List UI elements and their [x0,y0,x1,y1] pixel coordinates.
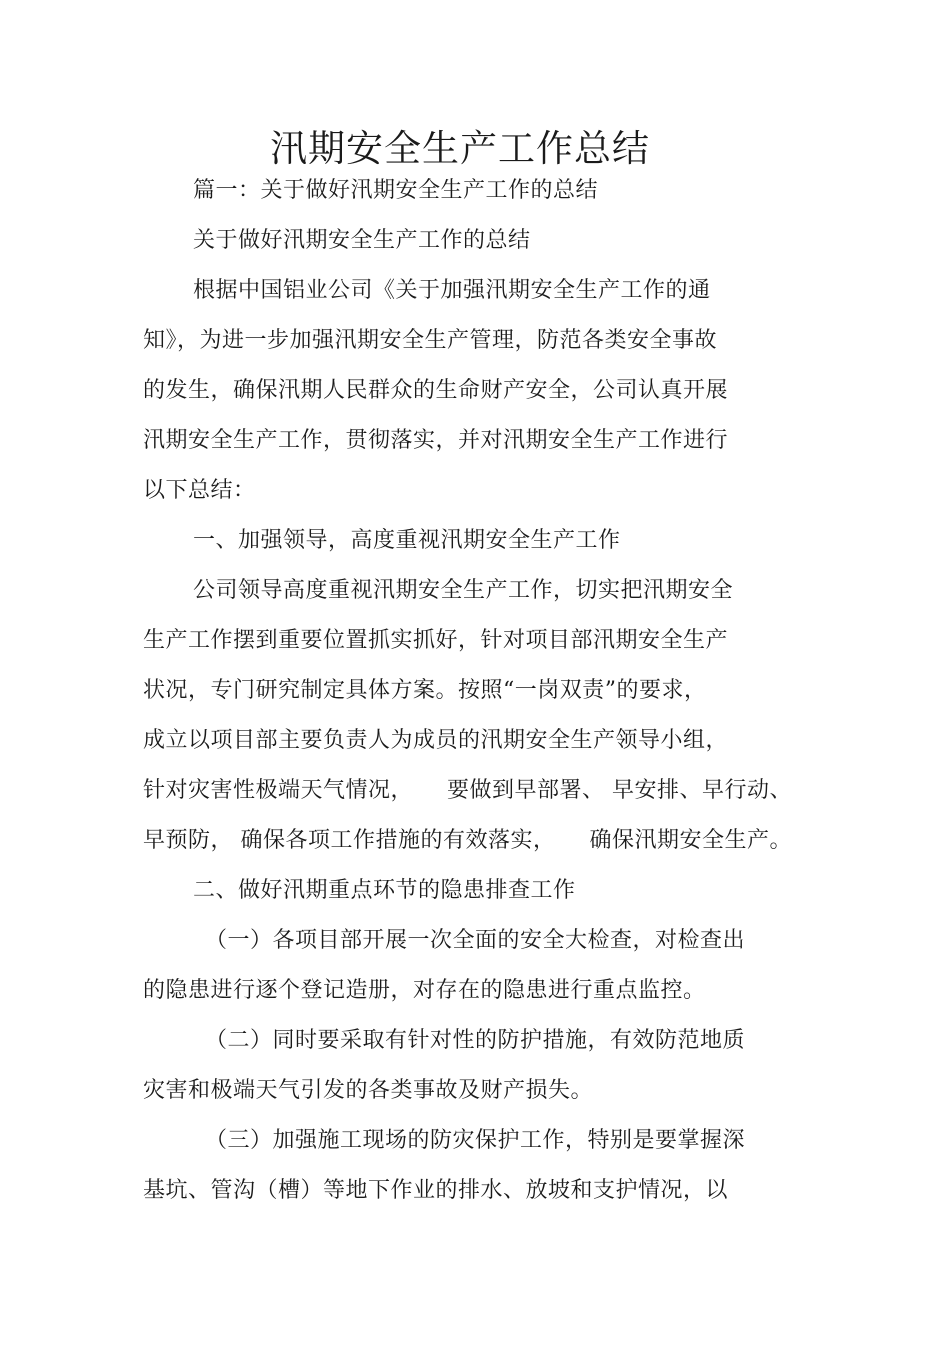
paragraph-line: 生产工作摆到重要位置抓实抓好，针对项目部汛期安全生产 [143,628,729,653]
paragraph-line: 针对灾害性极端天气情况， 要做到早部署、 早安排、早行动、 [143,778,792,803]
paragraph-line: 汛期安全生产工作，贯彻落实，并对汛期安全生产工作进行 [143,428,729,453]
paragraph-line: 灾害和极端天气引发的各类事故及财产损失。 [143,1078,594,1103]
paragraph-line: 基坑、管沟（槽）等地下作业的排水、放坡和支护情况，以 [143,1178,729,1203]
paragraph-line: （二）同时要采取有针对性的防护措施，有效防范地质 [205,1028,746,1053]
paragraph-line: 的发生，确保汛期人民群众的生命财产安全，公司认真开展 [143,378,729,403]
paragraph-line: 以下总结： [143,478,256,503]
paragraph-line: （三）加强施工现场的防灾保护工作，特别是要掌握深 [205,1128,746,1153]
subtitle: 关于做好汛期安全生产工作的总结 [193,228,531,253]
paragraph-line: 成立以项目部主要负责人为成员的汛期安全生产领导小组， [143,728,729,753]
paragraph-line: （一）各项目部开展一次全面的安全大检查，对检查出 [205,928,746,953]
document-title: 汛期安全生产工作总结 [270,127,650,170]
paragraph-line: 知》，为进一步加强汛期安全生产管理，防范各类安全事故 [143,328,718,353]
section-heading: 篇一：关于做好汛期安全生产工作的总结 [193,178,599,203]
paragraph-line: 的隐患进行逐个登记造册，对存在的隐患进行重点监控。 [143,978,706,1003]
section-heading: 一、加强领导，高度重视汛期安全生产工作 [193,528,621,553]
paragraph-line: 公司领导高度重视汛期安全生产工作，切实把汛期安全 [193,578,734,603]
section-heading: 二、做好汛期重点环节的隐患排查工作 [193,878,576,903]
paragraph-line: 状况，专门研究制定具体方案。按照“一岗双责”的要求， [143,678,707,703]
paragraph-line: 根据中国铝业公司《关于加强汛期安全生产工作的通 [193,278,711,303]
paragraph-line: 早预防， 确保各项工作措施的有效落实， 确保汛期安全生产。 [143,828,792,853]
